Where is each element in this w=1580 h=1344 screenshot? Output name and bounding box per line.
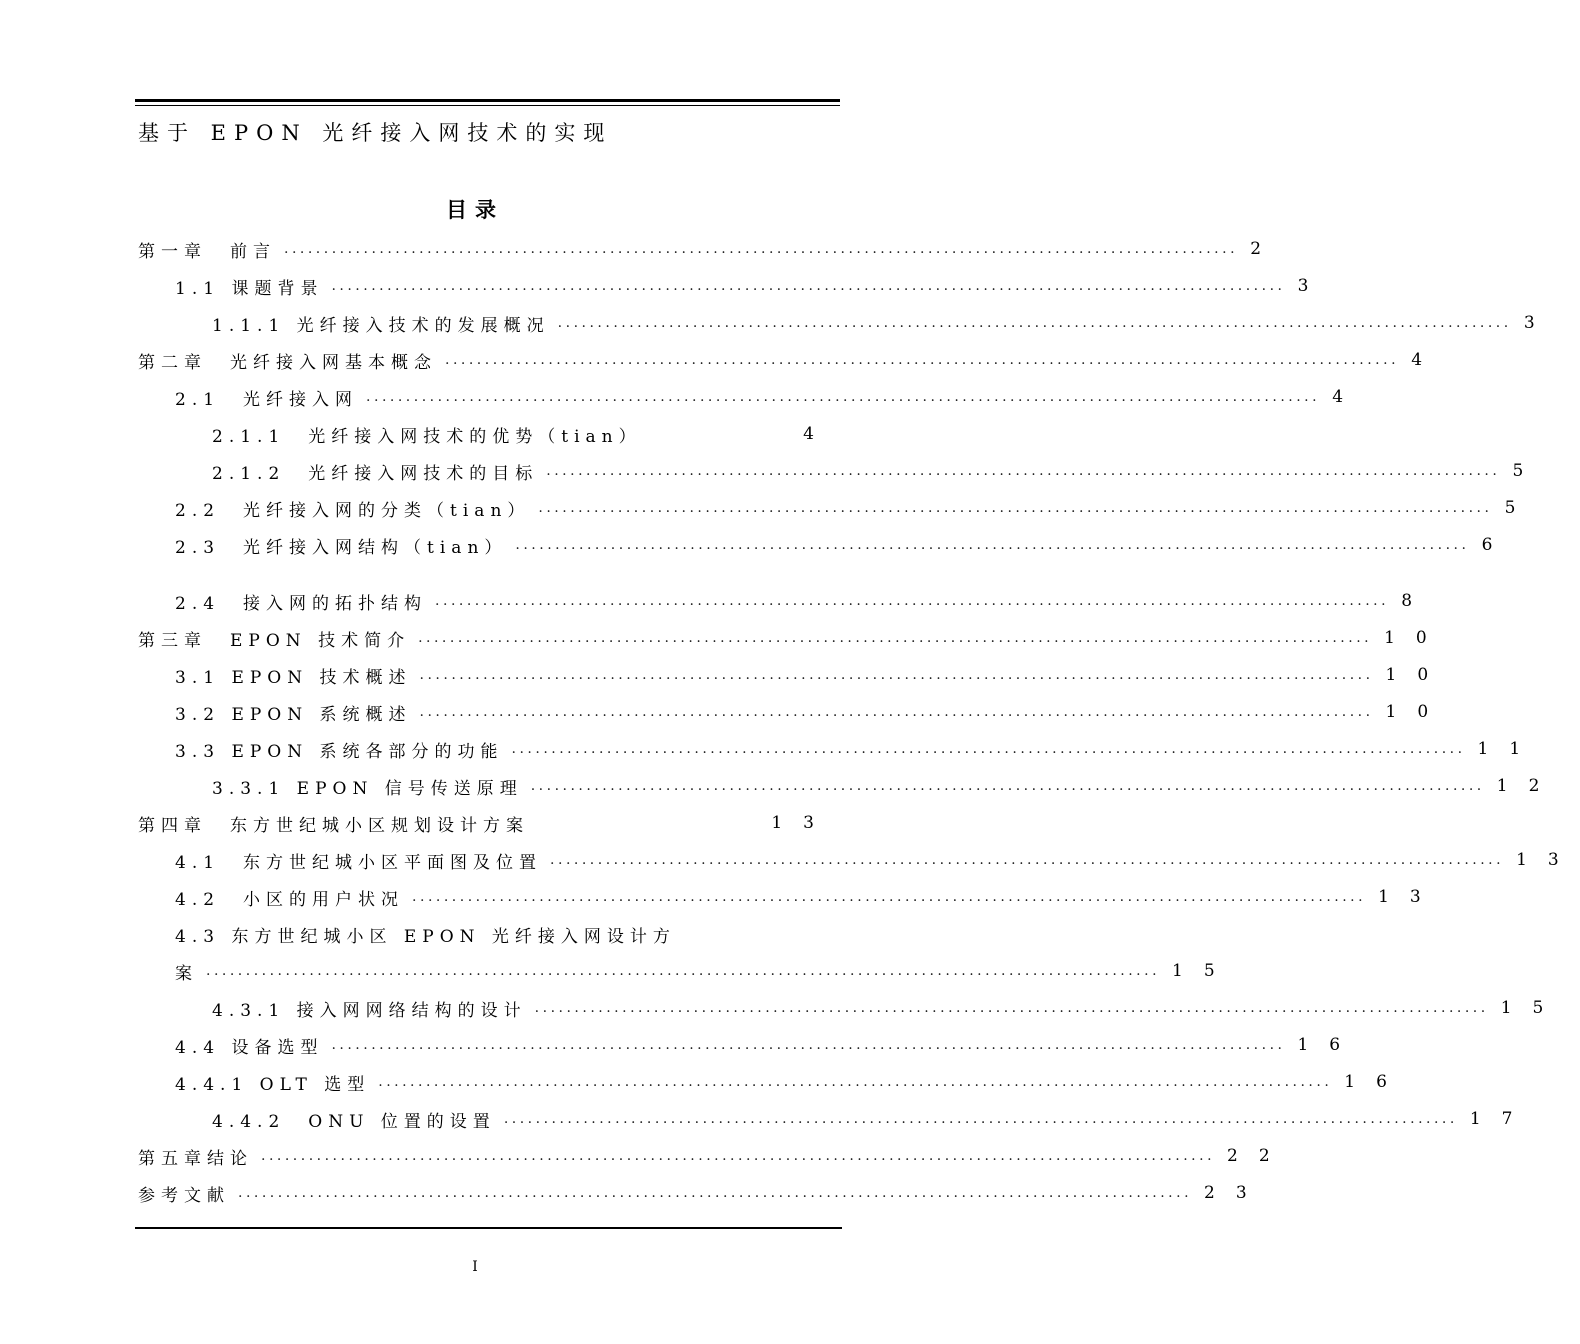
toc-dot-leader: ........................................................................................................................ <box>445 352 1400 368</box>
toc-entry-page: 13 <box>1516 850 1580 870</box>
toc-entry-title: 2.1.2 光纤接入网技术的目标 <box>212 463 539 484</box>
toc-entry-title: 2.2 光纤接入网的分类（tian） <box>175 500 531 521</box>
toc-entry[interactable] <box>212 421 835 447</box>
toc-entry[interactable] <box>212 773 1561 799</box>
toc-entry-page: 6 <box>1481 535 1514 555</box>
toc-entry-title: 1.1 课题背景 <box>175 278 324 299</box>
toc-dot-leader: ........................................................................................................................ <box>284 241 1239 257</box>
toc-entry-title: 2.1.1 光纤接入网技术的优势（tian） <box>212 426 642 447</box>
toc-entry[interactable] <box>138 1143 1291 1169</box>
page-number: I <box>472 1259 478 1275</box>
toc-entry[interactable] <box>175 958 1236 984</box>
toc-entry-title: 2.4 接入网的拓扑结构 <box>175 593 428 614</box>
toc-dot-leader: ........................................................................................................................ <box>261 1148 1216 1164</box>
toc-entry[interactable] <box>212 1106 1534 1132</box>
toc-entry-title: 3.3 EPON 系统各部分的功能 <box>175 741 504 762</box>
footer-rule <box>135 1227 842 1229</box>
toc-entry[interactable] <box>175 1032 1362 1058</box>
toc-entry[interactable] <box>175 736 1542 762</box>
toc-entry-title: 1.1.1 光纤接入技术的发展概况 <box>212 315 550 336</box>
toc-dot-leader: ........................................................................................................................ <box>557 315 1512 331</box>
toc-entry-page: 10 <box>1385 702 1450 722</box>
toc-entry-title: 第一章 前言 <box>138 241 276 262</box>
toc-entry-title: 第二章 光纤接入网基本概念 <box>138 352 437 373</box>
toc-dot-leader: ........................................................................................................................ <box>530 778 1485 794</box>
toc-dot-leader: ........................................................................................................................ <box>515 537 1470 553</box>
toc-entry-page: 15 <box>1500 998 1565 1018</box>
toc-entry-page: 22 <box>1227 1146 1291 1166</box>
toc-entry-title: 3.3.1 EPON 信号传送原理 <box>212 778 523 799</box>
toc-entry-page: 4 <box>1411 350 1444 370</box>
toc-entry-page: 4 <box>803 424 835 444</box>
running-header-title: 基于 EPON 光纤接入网技术的实现 <box>138 121 613 145</box>
toc-dot-leader: ........................................................................................................................ <box>206 963 1161 979</box>
toc-entry[interactable] <box>175 1069 1408 1095</box>
header-rule-thick <box>135 99 840 102</box>
toc-entry[interactable] <box>175 921 814 947</box>
toc-dot-leader: ........................................................................................................................ <box>538 500 1493 516</box>
toc-entry-title: 第三章 EPON 技术简介 <box>138 630 411 651</box>
toc-dot-leader: ........................................................................................................................ <box>366 389 1321 405</box>
toc-entry-title: 4.1 东方世纪城小区平面图及位置 <box>175 852 543 873</box>
toc-entry[interactable] <box>175 588 1434 614</box>
toc-dot-leader: ........................................................................................................................ <box>378 1074 1333 1090</box>
toc-entry[interactable] <box>212 310 1556 336</box>
toc-dot-leader: ........................................................................................................................ <box>550 852 1505 868</box>
header-rule-thin <box>135 105 840 106</box>
toc-entry-title: 4.4 设备选型 <box>175 1037 324 1058</box>
toc-entry-page: 3 <box>1523 313 1556 333</box>
toc-dot-leader: ........................................................................................................................ <box>511 741 1466 757</box>
toc-entry[interactable] <box>212 458 1545 484</box>
toc-dot-leader: ........................................................................................................................ <box>546 463 1501 479</box>
toc-entry-title: 第四章 东方世纪城小区规划设计方案 <box>138 815 529 836</box>
toc-entry-title: 3.2 EPON 系统概述 <box>175 704 412 725</box>
toc-entry-title: 参考文献 <box>138 1185 230 1206</box>
toc-entry-title: 3.1 EPON 技术概述 <box>175 667 412 688</box>
toc-dot-leader: ........................................................................................................................ <box>238 1185 1193 1201</box>
toc-entry-title: 4.4.2 ONU 位置的设置 <box>212 1111 496 1132</box>
toc-entry-page: 11 <box>1477 739 1542 759</box>
toc-entry-page: 16 <box>1344 1072 1408 1092</box>
toc-entry-title: 4.3 东方世纪城小区 EPON 光纤接入网设计方 <box>175 926 676 947</box>
toc-dot-leader: ........................................................................................................................ <box>331 1037 1286 1053</box>
toc-entry-page: 13 <box>1378 887 1442 907</box>
toc-entry-page: 5 <box>1512 461 1545 481</box>
toc-entry[interactable] <box>175 273 1330 299</box>
toc-entry-title: 案 <box>175 963 198 984</box>
toc-entry[interactable] <box>138 347 1444 373</box>
toc-entry-page: 10 <box>1384 628 1448 648</box>
toc-dot-leader: ........................................................................................................................ <box>435 593 1390 609</box>
toc-entry-page: 10 <box>1385 665 1450 685</box>
toc-dot-leader: ........................................................................................................................ <box>412 889 1367 905</box>
toc-dot-leader: ........................................................................................................................ <box>534 1000 1489 1016</box>
toc-dot-leader: ........................................................................................................................ <box>419 704 1374 720</box>
toc-entry-page: 23 <box>1204 1183 1268 1203</box>
toc-dot-leader: ........................................................................................................................ <box>419 667 1374 683</box>
toc-entry-page: 17 <box>1469 1109 1534 1129</box>
toc-entry[interactable] <box>138 810 835 836</box>
toc-entry[interactable] <box>175 662 1450 688</box>
toc-dot-leader: ........................................................................................................................ <box>331 278 1286 294</box>
toc-entry[interactable] <box>138 236 1283 262</box>
toc-entry[interactable] <box>175 884 1442 910</box>
toc-dot-leader: ........................................................................................................................ <box>503 1111 1458 1127</box>
toc-entry[interactable] <box>175 532 1514 558</box>
toc-entry-title: 第五章结论 <box>138 1148 253 1169</box>
toc-entry-page: 15 <box>1172 961 1236 981</box>
toc-entry-page: 16 <box>1297 1035 1362 1055</box>
toc-entry-page: 8 <box>1401 591 1434 611</box>
toc-entry-page: 4 <box>1332 387 1365 407</box>
toc-entry-title: 2.1 光纤接入网 <box>175 389 359 410</box>
toc-dot-leader: ........................................................................................................................ <box>418 630 1373 646</box>
toc-entry-page: 2 <box>1250 239 1283 259</box>
toc-entry-page: 13 <box>771 813 835 833</box>
toc-entry[interactable] <box>138 1180 1268 1206</box>
toc-entry-page: 12 <box>1496 776 1561 796</box>
toc-entry[interactable] <box>175 847 1580 873</box>
toc-entry-title: 4.2 小区的用户状况 <box>175 889 405 910</box>
toc-entry[interactable] <box>138 625 1448 651</box>
toc-entry-title: 2.3 光纤接入网结构（tian） <box>175 537 508 558</box>
toc-entry-page: 5 <box>1504 498 1537 518</box>
toc-entry[interactable] <box>175 495 1537 521</box>
toc-heading: 目录 <box>446 198 504 222</box>
toc-entry-title: 4.4.1 OLT 选型 <box>175 1074 371 1095</box>
toc-entry[interactable] <box>212 995 1565 1021</box>
toc-entry-page: 3 <box>1297 276 1330 296</box>
toc-entry[interactable] <box>175 384 1365 410</box>
toc-entry-title: 4.3.1 接入网网络结构的设计 <box>212 1000 527 1021</box>
toc-entry[interactable] <box>175 699 1450 725</box>
